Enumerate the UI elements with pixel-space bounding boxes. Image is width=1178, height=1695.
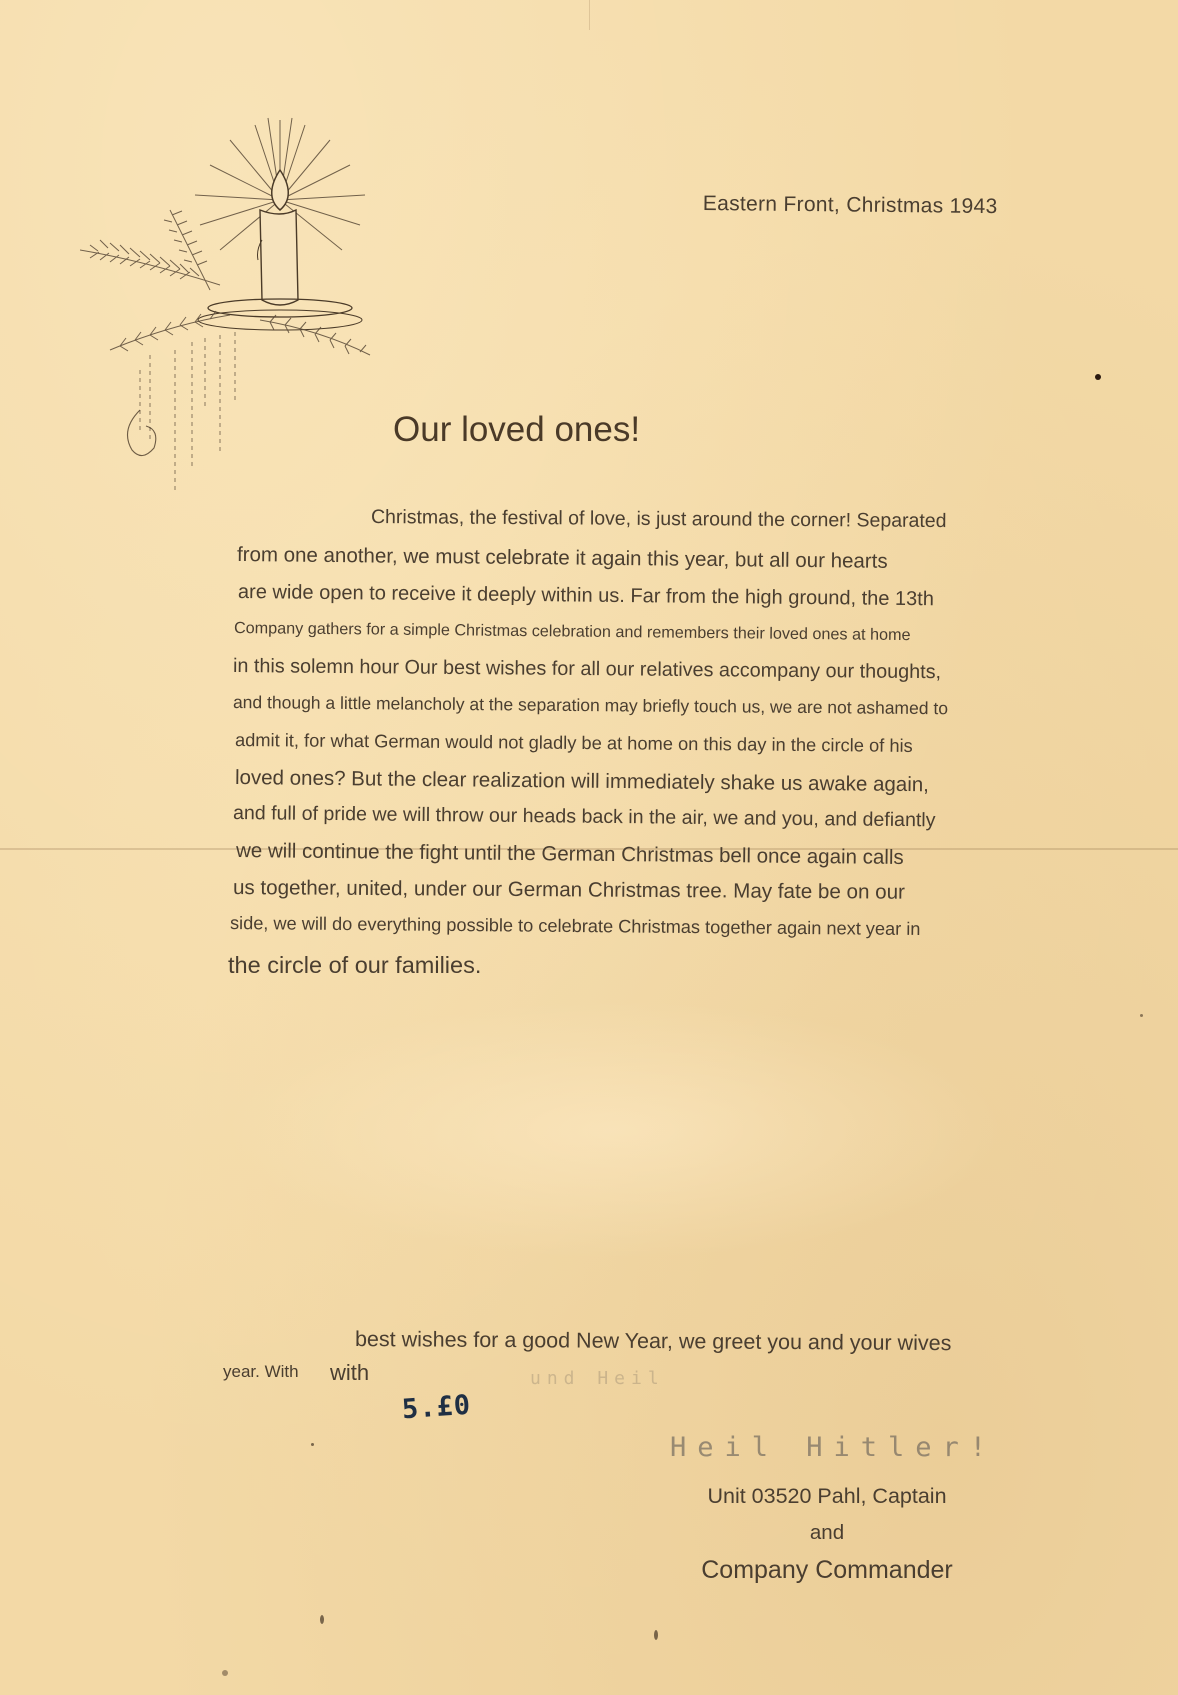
- ink-speck: [311, 1443, 314, 1446]
- signature-line-2: and: [809, 1521, 845, 1544]
- closing-with: with: [330, 1360, 370, 1385]
- salutation: Our loved ones!: [393, 410, 641, 449]
- closing-wishes: best wishes for a good New Year, we greet you and your wives: [354, 1327, 952, 1356]
- ink-speck: [1140, 1014, 1143, 1017]
- ink-stamp: 5.£0: [401, 1389, 473, 1426]
- body-line-2: from one another, we must celebrate it again this year, but all our hearts: [236, 543, 888, 573]
- body-line-9: and full of pride we will throw our heads back in the air, we and you, and defiantly: [232, 802, 936, 832]
- place-and-date: Eastern Front, Christmas 1943: [702, 192, 998, 219]
- typed-salute: Heil Hitler!: [670, 1432, 998, 1463]
- paper-fold-top: [589, 0, 590, 30]
- body-line-4: Company gathers for a simple Christmas celebration and remembers their loved ones at home: [233, 619, 911, 645]
- body-line-12: side, we will do everything possible to celebrate Christmas together again next year in: [229, 913, 921, 940]
- erased-text-area: [225, 1000, 1005, 1260]
- ink-speck: [1095, 374, 1101, 380]
- candle-flame: [272, 170, 289, 210]
- ink-speck: [320, 1615, 324, 1624]
- closing-prefix: year. With: [223, 1362, 299, 1381]
- hanging-tinsel: [140, 332, 235, 490]
- body-line-8: loved ones? But the clear realization will immediately shake us awake again,: [234, 766, 930, 797]
- signature-line-3: Company Commander: [701, 1556, 953, 1584]
- body-line-10: we will continue the fight until the German Christmas bell once again calls: [235, 839, 904, 869]
- body-line-11: us together, united, under our German Christmas tree. May fate be on our: [232, 876, 906, 904]
- body-line-3: are wide open to receive it deeply within us. Far from the high ground, the 13th: [237, 581, 935, 611]
- faded-typed-text: und Heil: [530, 1368, 665, 1389]
- body-line-6: and though a little melancholy at the separation may briefly touch us, we are not ashamed to: [232, 692, 949, 719]
- body-line-7: admit it, for what German would not gladly be at home on this day in the circle of his: [234, 729, 913, 756]
- ink-speck: [654, 1630, 658, 1640]
- body-line-1: Christmas, the festival of love, is just around the corner! Separated: [370, 506, 947, 533]
- candle-illustration: [80, 110, 400, 560]
- signature-line-1: Unit 03520 Pahl, Captain: [707, 1484, 947, 1508]
- ink-speck: [222, 1670, 228, 1676]
- fir-branches: [80, 210, 370, 355]
- body-line-13: the circle of our families.: [228, 952, 482, 978]
- candle-body: [260, 210, 298, 305]
- body-line-5: in this solemn hour Our best wishes for all our relatives accompany our thoughts,: [232, 655, 942, 684]
